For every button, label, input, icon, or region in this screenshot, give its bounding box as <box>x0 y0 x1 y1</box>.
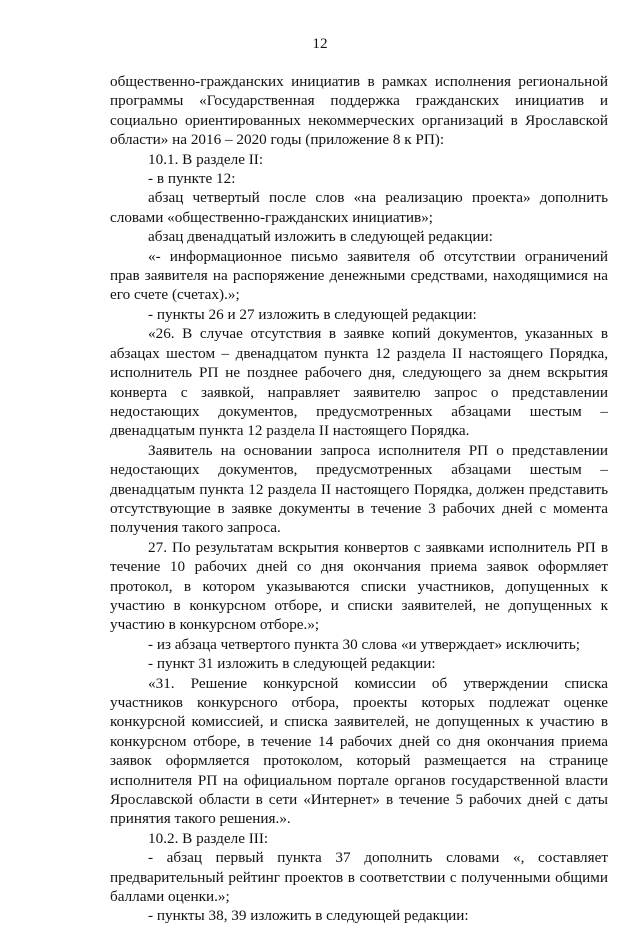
paragraph: - пункты 38, 39 изложить в следующей редакции: <box>148 907 469 925</box>
paragraph: «- информационное письмо заявителя об отсутствии ограничений прав заявителя на распоряжение денежными средствами, находящимися на его счете (счетах).»; <box>110 247 608 304</box>
paragraph: Заявитель на основании запроса исполнителя РП о представлении недостающих документов, предусмотренных абзацами шестым – двенадцатым пункта 12 раздела II настоящего Порядка, должен представить отсутствующие в заявке документы в течение 3 рабочих дней с момента получения такого запроса. <box>110 441 608 537</box>
section-heading-10-1: 10.1. В разделе II: <box>148 150 264 168</box>
paragraph: - в пункте 12: <box>148 170 236 188</box>
paragraph: - пункты 26 и 27 изложить в следующей редакции: <box>148 305 477 323</box>
page-number: 12 <box>312 35 328 52</box>
paragraph: - пункт 31 изложить в следующей редакции: <box>148 655 436 673</box>
paragraph: «26. В случае отсутствия в заявке копий документов, указанных в абзацах шестом – двенадцатом пункта 12 раздела II настоящего Порядка, исполнитель РП не позднее рабочего дня, следующего за днем вскрытия конверта с заявкой, направляет заявителю запрос о представлении недостающих документов, предусмотренных абзацами шестым – двенадцатым пункта 12 раздела II настоящего Порядка. <box>110 325 608 440</box>
section-heading-10-2: 10.2. В разделе III: <box>148 829 269 847</box>
paragraph: - абзац первый пункта 37 дополнить словами «, составляет предварительный рейтинг проектов в соответствии с полученными общими баллами оценки.»; <box>110 849 608 906</box>
document-body <box>110 72 608 926</box>
paragraph: общественно-гражданских инициатив в рамках исполнения региональной программы «Государственная поддержка гражданских инициатив и социально ориентированных некоммерческих организаций в Ярославской области» на 2016 – 2020 годы (приложение 8 к РП): <box>110 73 608 149</box>
paragraph: абзац двенадцатый изложить в следующей редакции: <box>148 228 493 246</box>
paragraph: - из абзаца четвертого пункта 30 слова «и утверждает» исключить; <box>148 635 580 653</box>
paragraph: «31. Решение конкурсной комиссии об утверждении списка участников конкурсного отбора, проекты которых подлежат оценке конкурсной комиссией, и списка заявителей, не допущенных к участию в конкурсном отборе, в течение 14 рабочих дней со дня окончания приема заявок оформляется протоколом, который размещается на странице исполнителя РП на официальном портале органов государственной власти Ярославской области в сети «Интернет» в течение 5 рабочих дней с даты принятия такого решения.». <box>110 674 608 828</box>
paragraph: 27. По результатам вскрытия конвертов с заявками исполнитель РП в течение 10 рабочих дней со дня окончания приема заявок оформляет протокол, в котором указываются списки участников, допущенных к участию в конкурсном отборе, и списки заявителей, не допущенных к участию в конкурсном отборе.»; <box>110 538 608 634</box>
paragraph: абзац четвертый после слов «на реализацию проекта» дополнить словами «общественно-гражданских инициатив»; <box>110 189 608 226</box>
